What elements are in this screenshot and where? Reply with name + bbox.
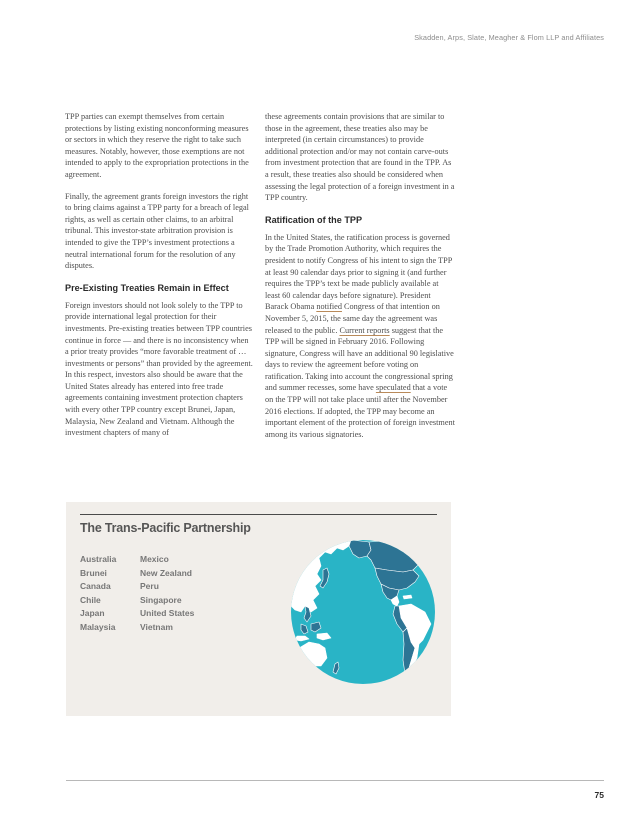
section-heading: Ratification of the TPP [265,214,363,225]
text-run: In the United States, the ratification process is governed by the Trade Promotion Authority, which requires the president to notify Congress of his intent to sign the TPP at least 90 calendar days prior to signing it (and further requires the TPP’s text be made publicly available at least 60 calendar days before signature). President Barack Obama [265,232,452,312]
country-item: Malaysia [80,621,116,632]
country-item: New Zealand [140,567,192,578]
canada-landmass [367,540,431,572]
caribbean-landmass [403,595,412,599]
paragraph: TPP parties can exempt themselves from certain protections by listing existing nonconforming measures or sectors in which they reserve the right to take such measures. Notably, however, those exemptions are not intended to apply to the expropriation protections in the agreement. [65,112,249,179]
paragraph: Finally, the agreement grants foreign investors the right to bring claims against a TPP party for a breach of legal rights, as well as certain other claims, to an arbitral tribunal. This investor-state arbitration provision is intended to give the TPP’s investment protections a neutral international forum for the resolution of any disputes. [65,191,249,271]
country-item: Vietnam [140,621,173,632]
country-item: Peru [140,581,159,592]
page-number: 75 [594,790,604,800]
divider [80,514,437,515]
country-item: Brunei [80,567,107,578]
globe-map [291,540,435,684]
sidebar-title: The Trans-Pacific Partnership [80,521,251,535]
notified-link[interactable]: notified [316,302,342,312]
speculated-link[interactable]: speculated [375,383,411,393]
country-item: United States [140,608,195,619]
country-item: Mexico [140,554,169,564]
paragraph [265,232,455,441]
current-reports-link[interactable]: Current reports [339,325,390,335]
country-item: Japan [80,608,105,619]
greenland-landmass [409,540,435,562]
section-heading: Pre-Existing Treaties Remain in Effect [65,282,229,293]
text-run: Congress of that intention on November 5, 2015, the same day the agreement was released to the public. [265,302,440,335]
country-item: Chile [80,594,101,605]
text-run: that a vote on the TPP will not take place until after the November 2016 elections. If adopted, the TPP may become an important element of the protection of foreign investment among its various signatories. [265,383,455,439]
country-list-right [140,553,194,635]
footer-rule [66,780,604,781]
left-column [65,111,253,449]
country-item: Australia [80,554,117,564]
country-item: Canada [80,581,111,592]
country-list-left [80,553,116,635]
firm-header: Skadden, Arps, Slate, Meagher & Flom LLP and Affiliates [414,33,604,42]
right-column [265,111,455,450]
text-run: suggest that the TPP will be signed in February 2016. Following signature, Congress will have an additional 90 legislative days to review the agreement before voting on ratification. Taking into account the congressional spring and summer recesses, some have [265,325,454,393]
paragraph: Foreign investors should not look solely to the TPP to provide international legal protection for their investments. Pre-existing treaties between TPP countries continue in force — and there is no inconsistency when a prior treaty provides “more favorable treatment of … investments or persons” than provided by the agreement. In this respect, investors also should be aware that the United States already has entered into free trade agreements containing investment protection chapters with every other TPP country except Brunei, Japan, Malaysia, New Zealand and Vietnam. Although the investment chapters of many of [65,300,253,438]
tpp-sidebar-box [66,502,451,716]
country-item: Singapore [140,594,182,605]
paragraph: these agreements contain provisions that are similar to those in the agreement, these treaties also may be interpreted (in certain circumstances) to provide additional protection and/or may not contain carve-outs from investment protection that are found in the TPP. As a result, these treaties also should be considered when assessing the legal protection of a foreign investment in a TPP country. [265,112,455,203]
